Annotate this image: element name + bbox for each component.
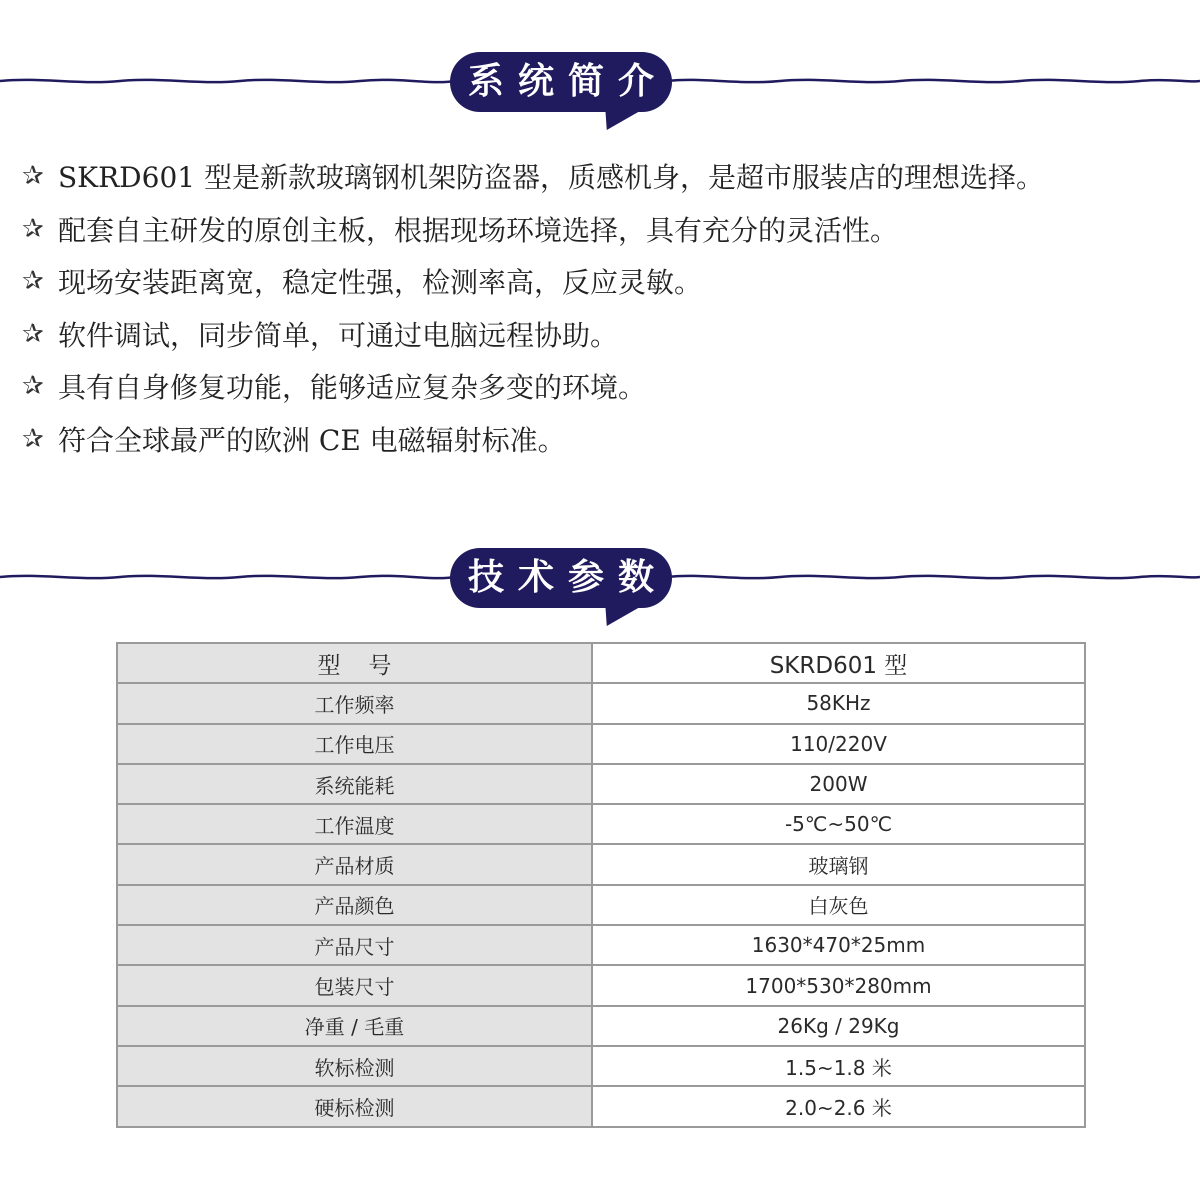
spec-label: 硬标检测 — [117, 1086, 592, 1126]
table-row — [117, 1046, 1085, 1086]
spec-value: 1.5~1.8 米 — [592, 1046, 1085, 1086]
spec-label: 产品尺寸 — [117, 925, 592, 965]
spec-label: 产品材质 — [117, 844, 592, 884]
table-row — [117, 925, 1085, 965]
feature-item: ✰ 配套自主研发的原创主板，根据现场环境选择，具有充分的灵活性。 — [22, 213, 899, 247]
spec-value: 200W — [592, 764, 1085, 804]
spec-label: 净重 / 毛重 — [117, 1006, 592, 1046]
table-row — [117, 965, 1085, 1005]
spec-value: 2.0~2.6 米 — [592, 1086, 1085, 1126]
spec-label: 工作电压 — [117, 724, 592, 764]
spec-value: 玻璃钢 — [592, 844, 1085, 884]
intro-title-badge: 系统简介 — [450, 52, 672, 112]
spec-label: 工作温度 — [117, 804, 592, 844]
specs-section-header — [0, 546, 1200, 626]
star-outline-icon: ✰ — [22, 213, 44, 244]
star-outline-icon: ✰ — [22, 318, 44, 349]
feature-item: ✰ 符合全球最严的欧洲 CE 电磁辐射标准。 — [22, 423, 566, 457]
spec-value: 26Kg / 29Kg — [592, 1006, 1085, 1046]
spec-value: 110/220V — [592, 724, 1085, 764]
table-header-row — [117, 643, 1085, 683]
table-row — [117, 885, 1085, 925]
spec-value: -5℃~50℃ — [592, 804, 1085, 844]
star-outline-icon: ✰ — [22, 266, 44, 297]
table-row — [117, 804, 1085, 844]
star-outline-icon: ✰ — [22, 161, 44, 192]
star-outline-icon: ✰ — [22, 423, 44, 454]
feature-item: ✰ SKRD601 型是新款玻璃钢机架防盗器，质感机身，是超市服装店的理想选择。 — [22, 161, 1044, 195]
table-row — [117, 764, 1085, 804]
table-row — [117, 1086, 1085, 1126]
table-row — [117, 1006, 1085, 1046]
specs-title-badge: 技术参数 — [450, 548, 672, 608]
table-row — [117, 844, 1085, 884]
star-outline-icon: ✰ — [22, 371, 44, 402]
feature-item: ✰ 软件调试，同步简单，可通过电脑远程协助。 — [22, 318, 619, 352]
feature-item: ✰ 具有自身修复功能，能够适应复杂多变的环境。 — [22, 371, 647, 405]
intro-section-header — [0, 50, 1200, 130]
spec-label: 工作频率 — [117, 683, 592, 723]
spec-label: 包装尺寸 — [117, 965, 592, 1005]
table-row — [117, 724, 1085, 764]
spec-value: 1700*530*280mm — [592, 965, 1085, 1005]
header-value-cell: SKRD601 型 — [592, 643, 1085, 683]
feature-list — [22, 150, 1182, 465]
feature-item: ✰ 现场安装距离宽，稳定性强，检测率高，反应灵敏。 — [22, 266, 703, 300]
spec-value: 1630*470*25mm — [592, 925, 1085, 965]
spec-label: 软标检测 — [117, 1046, 592, 1086]
header-label-cell: 型号 — [117, 643, 592, 683]
spec-label: 系统能耗 — [117, 764, 592, 804]
spec-table — [116, 642, 1086, 1128]
spec-value: 白灰色 — [592, 885, 1085, 925]
table-row — [117, 683, 1085, 723]
spec-value: 58KHz — [592, 683, 1085, 723]
spec-label: 产品颜色 — [117, 885, 592, 925]
